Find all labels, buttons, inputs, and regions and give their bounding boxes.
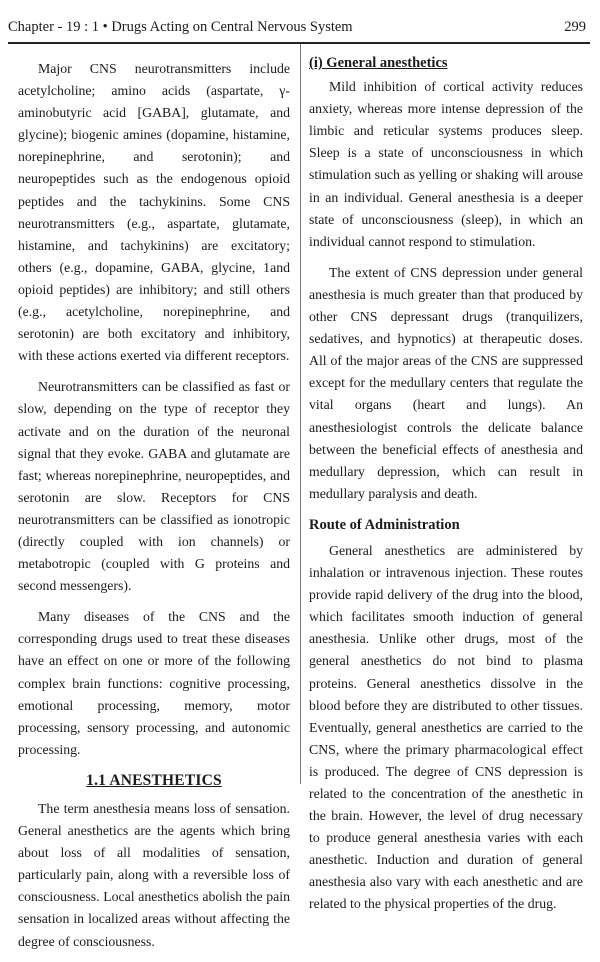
- subheading-route-of-administration: Route of Administration: [309, 516, 460, 533]
- paragraph-neurotransmitters: Major CNS neurotransmitters include acetylcholine; amino acids (aspartate, γ-aminobutyric acid [GABA], glutamate, and glycine); biogenic amines (dopamine, histamine, norepinephrine, and serotonin); and neuropeptides such as the endogenous opioid peptides and the tachykinins. Some CNS neurotransmitters (e.g., aspartate, glutamate, histamine, and tachykinins) are excitatory; others (e.g., dopamine, GABA, glycine, 1and opioid peptides) are inhibitory; and still others (e.g., acetylcholine, norepinephrine, and serotonin) are both excitatory and inhibitory, with these actions exerted via different receptors.: [18, 61, 290, 364]
- header-rule: [8, 42, 590, 44]
- paragraph-anesthesia-definition: The term anesthesia means loss of sensation. General anesthetics are the agents which bring about loss of all modalities of sensation, particularly pain, along with a reversible loss of consciousness. Local anesthetics abolish the pain sensation in localized areas without affecting the degree of consciousness.: [18, 801, 290, 949]
- paragraph-brain-functions: Many diseases of the CNS and the corresponding drugs used to treat these diseases have an effect on one or more of the following complex brain functions: cognitive processing, emotional processing, memory, motor processing, sensory processing, and autonomic processing.: [18, 609, 290, 757]
- right-column: [309, 52, 583, 925]
- chapter-title: Chapter - 19 : 1 • Drugs Acting on Central Nervous System: [8, 19, 353, 35]
- subheading-general-anesthetics: (i) General anesthetics: [309, 55, 448, 71]
- column-divider: [300, 44, 301, 784]
- paragraph-route: General anesthetics are administered by inhalation or intravenous injection. These routes provide rapid delivery of the drug into the blood, which facilitates smooth induction of general anesthesia. Unlike other drugs, most of the general anesthetics do not bind to plasma proteins. General anesthetics dissolve in the blood before they are distributed to other tissues. Eventually, general anesthetics are carried to the CNS, where the primary pharmacological effect is produced. The degree of CNS depression is related to the concentration of the anesthetic in the brain. However, the level of drug necessary to produce general anesthesia varies with each anesthetic. Induction and duration of general anesthesia also vary with each anesthetic and are related to the physical properties of the drug.: [309, 542, 583, 912]
- paragraph-fast-slow: Neurotransmitters can be classified as fast or slow, depending on the type of receptor they activate and on the duration of the neuronal signal that they evoke. GABA and glutamate are fast; whereas norepinephrine, neuropeptides, and serotonin are slow. Receptors for CNS neurotransmitters can be classified as ionotropic (directly coupled with ion channels) or metabotropic (coupled with G proteins and second messengers).: [18, 379, 290, 594]
- left-column: [18, 58, 290, 962]
- section-heading-anesthetics: 1.1 ANESTHETICS: [86, 771, 222, 789]
- paragraph-cortical-inhibition: Mild inhibition of cortical activity reduces anxiety, whereas more intense depression of the limbic and reticular systems produces sleep. Sleep is a state of unconsciousness in which stimulation such as yelling or shaking will arouse in an individual. General anesthesia is a deeper state of unconsciousness (sleep), in which an individual cannot respond to stimulation.: [309, 79, 583, 249]
- page-number: 299: [564, 19, 586, 35]
- paragraph-cns-depression: The extent of CNS depression under general anesthesia is much greater than that produced by other CNS depressant drugs (tranquilizers, sedatives, and hypnotics) at therapeutic doses. All of the major areas of the CNS are suppressed except for the medullary centers that regulate the vital organs (heart and lungs). An anesthesiologist controls the delicate balance between the beneficial effects of anesthesia and medullary depression, which can result in medullary paralysis and death.: [309, 264, 583, 501]
